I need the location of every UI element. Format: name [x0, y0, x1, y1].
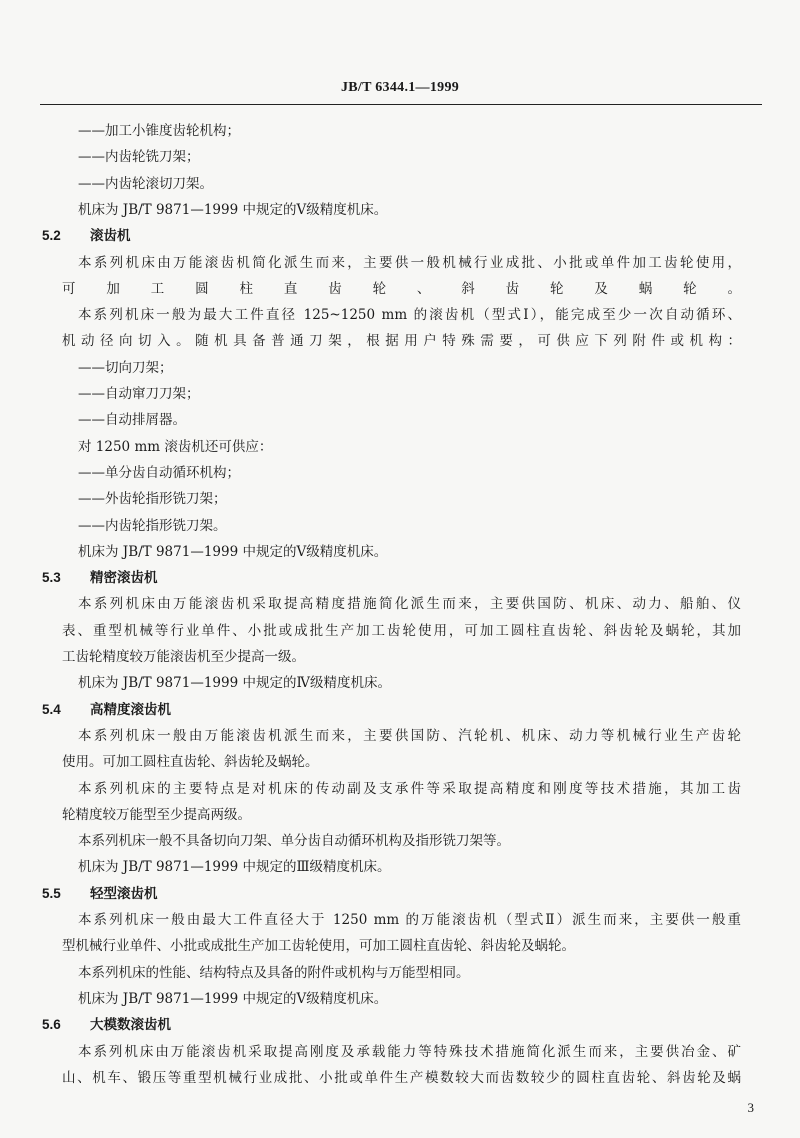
section-number: 5.3 — [42, 570, 61, 586]
list-item: ——自动窜刀刀架； — [78, 386, 200, 402]
section-title: 大模数滚齿机 — [90, 1017, 171, 1034]
paragraph-line: 可加工圆柱直齿轮、斜齿轮及蜗轮。 — [62, 280, 741, 297]
paragraph-line: 山、机车、锻压等重型机械行业成批、小批或单件生产模数较大而齿数较少的圆柱直齿轮、斜齿轮及蜗 — [62, 1069, 741, 1086]
section-title: 滚齿机 — [90, 228, 131, 245]
section-number: 5.5 — [42, 885, 61, 901]
paragraph-line: 本系列机床一般不具备切向刀架、单分齿自动循环机构及指形铣刀架等。 — [78, 833, 510, 850]
paragraph-line: 表、重型机械等行业单件、小批或成批生产加工齿轮使用，可加工圆柱直齿轮、斜齿轮及蜗轮，其加 — [62, 622, 741, 639]
paragraph-line: 轮精度较万能型至少提高两级。 — [62, 806, 251, 823]
list-item: ——自动排屑器。 — [78, 412, 186, 429]
paragraph-line: 机床为 JB/T 9871—1999 中规定的Ⅴ级精度机床。 — [78, 543, 388, 560]
paragraph-line: 机床为 JB/T 9871—1999 中规定的Ⅳ级精度机床。 — [78, 675, 391, 692]
list-item: ——内齿轮铣刀架； — [78, 149, 200, 166]
list-item: ——内齿轮指形铣刀架。 — [78, 517, 227, 534]
list-item: ——外齿轮指形铣刀架； — [78, 491, 227, 508]
standard-code-header: JB/T 6344.1—1999 — [340, 80, 460, 95]
list-item: ——内齿轮滚切刀架。 — [78, 175, 213, 192]
section-heading — [42, 227, 722, 245]
list-item: ——加工小锥度齿轮机构； — [78, 123, 240, 139]
paragraph-line: 本系列机床由万能滚齿机简化派生而来，主要供一般机械行业成批、小批或单件加工齿轮使用， — [78, 254, 741, 271]
section-heading — [42, 701, 722, 719]
paragraph-line: 本系列机床由万能滚齿机采取提高精度措施简化派生而来，主要供国防、机床、动力、船舶、仪 — [78, 596, 741, 613]
page-number: 3 — [747, 1100, 754, 1115]
section-heading — [42, 569, 722, 587]
paragraph-line: 机床为 JB/T 9871—1999 中规定的Ⅴ级精度机床。 — [78, 201, 388, 218]
paragraph-line: 本系列机床一般由万能滚齿机派生而来，主要供国防、汽轮机、机床、动力等机械行业生产齿轮 — [78, 727, 741, 744]
paragraph-line: 型机械行业单件、小批或成批生产加工齿轮使用，可加工圆柱直齿轮、斜齿轮及蜗轮。 — [62, 938, 575, 955]
paragraph-line: 对 1250 mm 滚齿机还可供应： — [78, 438, 273, 455]
paragraph-line: 本系列机床的主要特点是对机床的传动副及支承件等采取提高精度和刚度等技术措施，其加工齿 — [78, 780, 741, 797]
paragraph-line: 使用。可加工圆柱直齿轮、斜齿轮及蜗轮。 — [62, 754, 319, 771]
section-number: 5.2 — [42, 228, 61, 244]
section-number: 5.6 — [42, 1017, 61, 1033]
paragraph-line: 机床为 JB/T 9871—1999 中规定的Ⅲ级精度机床。 — [78, 859, 391, 876]
section-heading — [42, 1016, 722, 1034]
section-number: 5.4 — [42, 701, 61, 717]
paragraph-line: 机动径向切入。随机具备普通刀架，根据用户特殊需要，可供应下列附件或机构： — [62, 333, 741, 350]
list-item: ——切向刀架； — [78, 359, 173, 376]
paragraph-line: 机床为 JB/T 9871—1999 中规定的Ⅴ级精度机床。 — [78, 990, 388, 1007]
paragraph-line: 本系列机床一般为最大工件直径 125~1250 mm 的滚齿机（型式Ⅰ），能完成至少一次自动循环、 — [78, 307, 741, 324]
section-title: 轻型滚齿机 — [90, 885, 158, 902]
paragraph-line: 本系列机床由万能滚齿机采取提高刚度及承载能力等特殊技术措施简化派生而来，主要供冶金、矿 — [78, 1043, 741, 1060]
section-heading — [42, 885, 722, 903]
paragraph-line: 本系列机床的性能、结构特点及具备的附件或机构与万能型相同。 — [78, 964, 470, 981]
header-rule — [40, 104, 762, 105]
paragraph-line: 本系列机床一般由最大工件直径大于 1250 mm 的万能滚齿机（型式Ⅱ）派生而来，主要供一般重 — [78, 912, 741, 928]
list-item: ——单分齿自动循环机构； — [78, 464, 240, 481]
section-title: 高精度滚齿机 — [90, 701, 171, 718]
section-title: 精密滚齿机 — [90, 570, 158, 587]
paragraph-line: 工齿轮精度较万能滚齿机至少提高一级。 — [62, 649, 305, 665]
